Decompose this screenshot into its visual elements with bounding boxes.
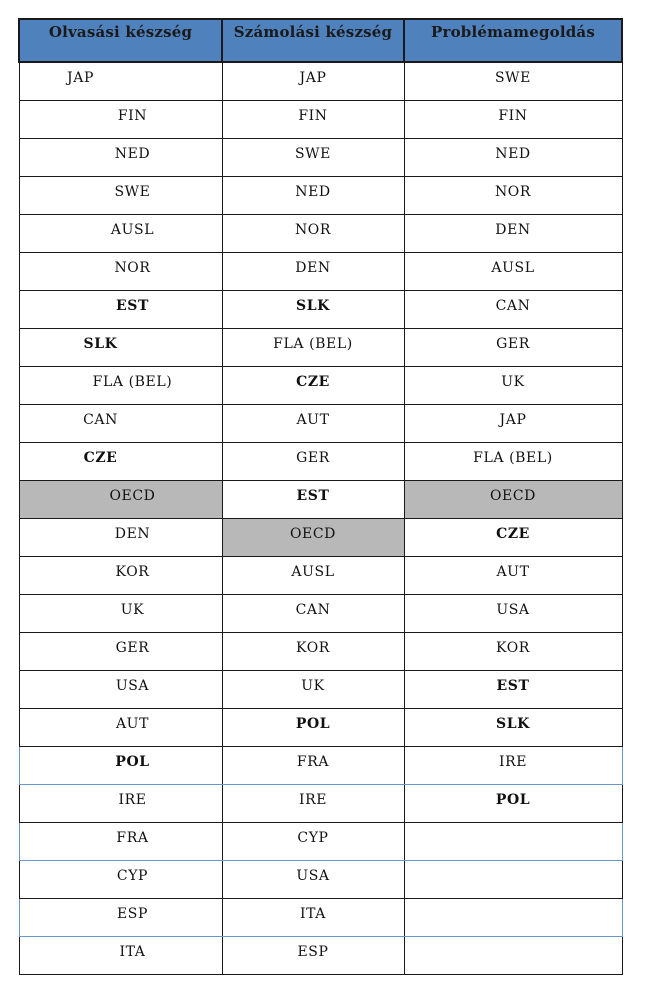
cell-numeracy bbox=[222, 328, 404, 366]
cell-problem-solving bbox=[404, 556, 622, 594]
cell-problem-solving bbox=[404, 822, 622, 860]
cell-numeracy bbox=[222, 670, 404, 708]
cell-problem-solving bbox=[404, 214, 622, 252]
table-row bbox=[19, 328, 622, 366]
country-code: UK bbox=[301, 677, 325, 694]
cell-numeracy bbox=[222, 746, 404, 784]
cell-reading bbox=[19, 822, 222, 860]
country-code: USA bbox=[296, 867, 330, 884]
cell-problem-solving bbox=[404, 518, 622, 556]
country-code: NOR bbox=[114, 259, 151, 276]
table-row bbox=[19, 556, 622, 594]
country-code: ESP bbox=[116, 905, 149, 922]
country-code: POL bbox=[495, 791, 531, 808]
country-code: NED bbox=[114, 145, 151, 162]
cell-reading bbox=[19, 594, 222, 632]
cell-problem-solving bbox=[404, 404, 622, 442]
country-code: EST bbox=[496, 677, 530, 694]
country-code: CZE bbox=[496, 525, 530, 542]
country-code: OECD bbox=[489, 487, 537, 504]
country-code: CZE bbox=[296, 373, 330, 390]
cell-problem-solving bbox=[404, 670, 622, 708]
country-code: IRE bbox=[498, 753, 528, 770]
cell-numeracy bbox=[222, 252, 404, 290]
country-code: DEN bbox=[114, 525, 151, 542]
country-code: JAP bbox=[67, 70, 94, 86]
cell-reading bbox=[19, 784, 222, 822]
cell-reading bbox=[19, 100, 222, 138]
table-row bbox=[19, 214, 622, 252]
cell-reading bbox=[19, 366, 222, 404]
cell-reading bbox=[19, 480, 222, 518]
table-row bbox=[19, 936, 622, 974]
cell-reading bbox=[19, 290, 222, 328]
country-code: OECD bbox=[289, 525, 337, 542]
cell-problem-solving bbox=[404, 594, 622, 632]
country-code: EST bbox=[116, 297, 149, 314]
table-row bbox=[19, 860, 622, 898]
country-code: CYP bbox=[297, 829, 329, 846]
cell-problem-solving bbox=[404, 328, 622, 366]
cell-reading bbox=[19, 898, 222, 936]
cell-problem-solving bbox=[404, 290, 622, 328]
country-code: SWE bbox=[294, 145, 331, 162]
country-code: FIN bbox=[298, 107, 328, 124]
cell-problem-solving bbox=[404, 366, 622, 404]
header-reading: Olvasási készség bbox=[19, 19, 222, 62]
table-row bbox=[19, 138, 622, 176]
country-code: POL bbox=[115, 753, 150, 770]
country-code: KOR bbox=[115, 563, 150, 580]
cell-numeracy bbox=[222, 366, 404, 404]
table-row bbox=[19, 518, 622, 556]
cell-numeracy bbox=[222, 860, 404, 898]
country-code: UK bbox=[501, 373, 525, 390]
country-code: AUT bbox=[296, 411, 330, 428]
cell-problem-solving bbox=[404, 176, 622, 214]
country-code: GER bbox=[296, 449, 330, 466]
cell-reading bbox=[19, 632, 222, 670]
country-code: UK bbox=[120, 601, 145, 618]
cell-reading bbox=[19, 670, 222, 708]
country-code: CZE bbox=[83, 449, 118, 466]
table-row bbox=[19, 898, 622, 936]
country-code: NOR bbox=[294, 221, 332, 238]
country-code: AUT bbox=[115, 715, 150, 732]
cell-reading bbox=[19, 252, 222, 290]
cell-problem-solving bbox=[404, 936, 622, 974]
cell-reading bbox=[19, 518, 222, 556]
table-row bbox=[19, 670, 622, 708]
table-header bbox=[19, 19, 622, 62]
cell-problem-solving bbox=[404, 708, 622, 746]
country-code: ESP bbox=[297, 943, 329, 960]
cell-numeracy bbox=[222, 594, 404, 632]
cell-reading bbox=[19, 746, 222, 784]
country-code: IRE bbox=[298, 791, 328, 808]
country-code: FLA (BEL) bbox=[473, 449, 553, 466]
table-row bbox=[19, 252, 622, 290]
country-code: AUT bbox=[496, 563, 530, 580]
country-code: SLK bbox=[496, 715, 530, 732]
cell-problem-solving bbox=[404, 252, 622, 290]
cell-problem-solving bbox=[404, 442, 622, 480]
cell-numeracy bbox=[222, 214, 404, 252]
cell-numeracy bbox=[222, 62, 404, 100]
country-code: CYP bbox=[116, 867, 149, 884]
country-code: DEN bbox=[495, 221, 531, 238]
table-row bbox=[19, 176, 622, 214]
cell-reading bbox=[19, 442, 222, 480]
country-code: FRA bbox=[116, 829, 149, 846]
country-code: KOR bbox=[296, 639, 330, 656]
country-code: ITA bbox=[119, 943, 146, 960]
country-code: EST bbox=[296, 487, 330, 504]
cell-problem-solving bbox=[404, 62, 622, 100]
cell-reading bbox=[19, 214, 222, 252]
country-code: FRA bbox=[296, 753, 330, 770]
cell-problem-solving bbox=[404, 746, 622, 784]
cell-problem-solving bbox=[404, 784, 622, 822]
country-code: AUSL bbox=[491, 259, 535, 276]
country-code: FLA (BEL) bbox=[92, 373, 173, 390]
cell-numeracy bbox=[222, 442, 404, 480]
country-code: NOR bbox=[494, 183, 532, 200]
table-row bbox=[19, 442, 622, 480]
cell-reading bbox=[19, 328, 222, 366]
country-code: POL bbox=[295, 715, 331, 732]
cell-numeracy bbox=[222, 632, 404, 670]
cell-numeracy bbox=[222, 708, 404, 746]
cell-reading bbox=[19, 176, 222, 214]
country-code: CAN bbox=[495, 297, 531, 314]
country-code: FIN bbox=[498, 107, 528, 124]
country-code: FLA (BEL) bbox=[273, 335, 353, 352]
table-row bbox=[19, 708, 622, 746]
table-row bbox=[19, 100, 622, 138]
ranking-table-container bbox=[18, 18, 621, 975]
country-code: FIN bbox=[117, 107, 148, 124]
cell-numeracy bbox=[222, 480, 404, 518]
cell-reading bbox=[19, 138, 222, 176]
country-code: JAP bbox=[499, 411, 527, 428]
cell-numeracy bbox=[222, 176, 404, 214]
country-code: CAN bbox=[83, 411, 118, 428]
country-code: SWE bbox=[114, 183, 151, 200]
table-row bbox=[19, 404, 622, 442]
cell-reading bbox=[19, 556, 222, 594]
country-code: AUSL bbox=[110, 221, 155, 238]
cell-reading bbox=[19, 936, 222, 974]
cell-numeracy bbox=[222, 784, 404, 822]
table-row bbox=[19, 746, 622, 784]
country-code: AUSL bbox=[291, 563, 335, 580]
cell-numeracy bbox=[222, 518, 404, 556]
cell-problem-solving bbox=[404, 898, 622, 936]
cell-problem-solving bbox=[404, 480, 622, 518]
country-code: KOR bbox=[496, 639, 530, 656]
table-body bbox=[19, 62, 622, 974]
table-row bbox=[19, 784, 622, 822]
table-row bbox=[19, 480, 622, 518]
header-numeracy: Számolási készség bbox=[222, 19, 404, 62]
cell-numeracy bbox=[222, 822, 404, 860]
country-code: CAN bbox=[295, 601, 331, 618]
cell-reading bbox=[19, 404, 222, 442]
country-code: USA bbox=[115, 677, 150, 694]
country-code: NED bbox=[495, 145, 531, 162]
ranking-table bbox=[18, 18, 623, 975]
cell-reading bbox=[19, 62, 222, 100]
table-row bbox=[19, 594, 622, 632]
cell-numeracy bbox=[222, 138, 404, 176]
country-code: OECD bbox=[109, 487, 156, 504]
table-row bbox=[19, 290, 622, 328]
cell-reading bbox=[19, 860, 222, 898]
country-code: GER bbox=[115, 639, 150, 656]
country-code: SLK bbox=[83, 335, 118, 352]
country-code: SLK bbox=[296, 297, 330, 314]
country-code: DEN bbox=[295, 259, 331, 276]
cell-problem-solving bbox=[404, 100, 622, 138]
table-row bbox=[19, 62, 622, 100]
cell-reading bbox=[19, 708, 222, 746]
cell-problem-solving bbox=[404, 138, 622, 176]
cell-numeracy bbox=[222, 100, 404, 138]
country-code: ITA bbox=[299, 905, 326, 922]
country-code: USA bbox=[496, 601, 530, 618]
cell-numeracy bbox=[222, 898, 404, 936]
cell-numeracy bbox=[222, 290, 404, 328]
country-code: SWE bbox=[494, 70, 531, 86]
cell-problem-solving bbox=[404, 632, 622, 670]
table-row bbox=[19, 632, 622, 670]
header-problem-solving: Problémamegoldás bbox=[404, 19, 622, 62]
country-code: GER bbox=[496, 335, 530, 352]
table-row bbox=[19, 366, 622, 404]
header-row bbox=[19, 19, 622, 62]
cell-numeracy bbox=[222, 404, 404, 442]
table-row bbox=[19, 822, 622, 860]
country-code: JAP bbox=[299, 70, 327, 86]
cell-problem-solving bbox=[404, 860, 622, 898]
country-code: IRE bbox=[118, 791, 147, 808]
cell-numeracy bbox=[222, 556, 404, 594]
cell-numeracy bbox=[222, 936, 404, 974]
country-code: NED bbox=[295, 183, 331, 200]
